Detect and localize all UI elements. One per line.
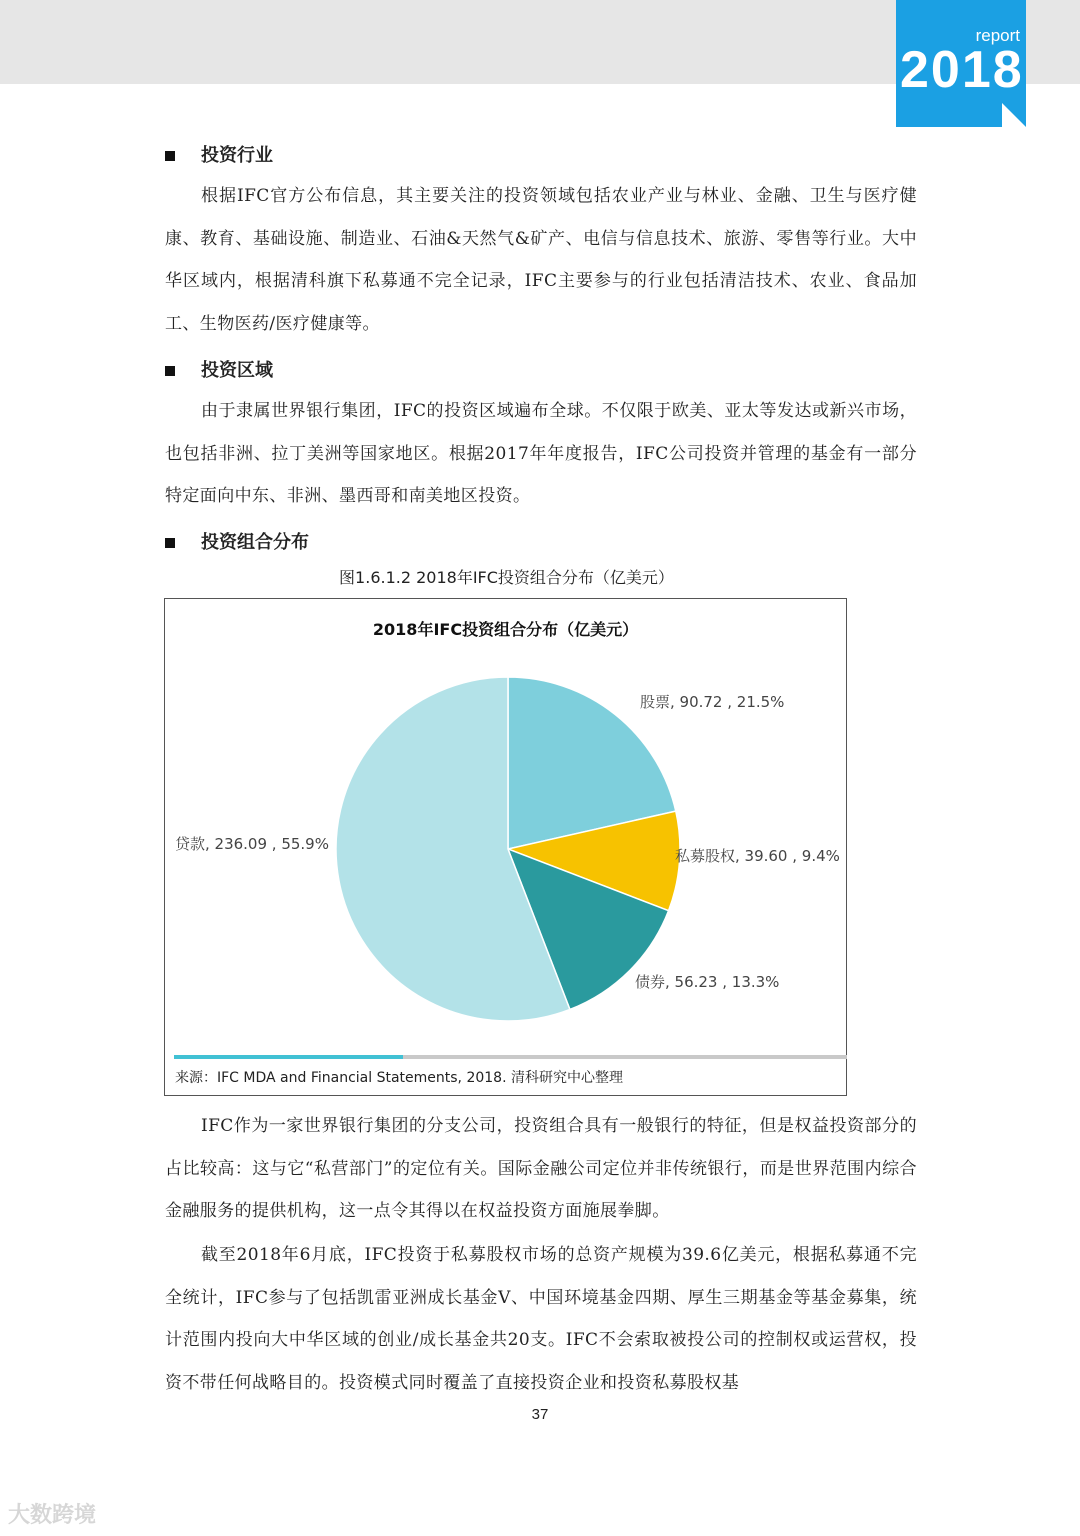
industry-paragraph: 根据IFC官方公布信息，其主要关注的投资领域包括农业产业与林业、金融、卫生与医疗健康、教育、基础设施、制造业、石油&天然气&矿产、电信与信息技术、旅游、零售等行业。大中华区域内，根据清科旗下私募通不完全记录，IFC主要参与的行业包括清洁技术、农业、食品加工、生物医药/医疗健康等。 <box>165 186 917 334</box>
body-paragraph-2: 截至2018年6月底，IFC投资于私募股权市场的总资产规模为39.6亿美元，根据私募通不完全统计，IFC参与了包括凯雷亚洲成长基金V、中国环境基金四期、厚生三期基金等基金募集，统计范围内投向大中华区域的创业/成长基金共20支。IFC不会索取被投公司的控制权或运营权，投资不带任何战略目的。投资模式同时覆盖了直接投资企业和投资私募股权基 <box>165 1245 917 1393</box>
pie-label-0: 股票, 90.72 , 21.5% <box>640 693 785 711</box>
section-heading-portfolio <box>165 528 309 554</box>
pie-chart <box>165 599 846 1049</box>
pie-label-1: 私募股权, 39.60 , 9.4% <box>675 847 840 865</box>
report-year: 2018 <box>900 41 1024 99</box>
body-paragraph-1: IFC作为一家世界银行集团的分支公司，投资组合具有一般银行的特征，但是权益投资部分的占比较高：这与它“私营部门”的定位有关。国际金融公司定位并非传统银行，而是世界范围内综合金融服务的提供机构，这一点令其得以在权益投资方面施展拳脚。 <box>165 1116 917 1221</box>
section-heading-industry <box>165 141 273 167</box>
pie-label-3: 贷款, 236.09 , 55.9% <box>175 835 329 853</box>
chart-frame <box>164 598 847 1096</box>
progress-bar <box>174 1055 847 1059</box>
section-heading-text: 投资行业 <box>201 145 273 166</box>
watermark-logo: 大数跨境 <box>8 1503 97 1528</box>
report-label: report <box>975 26 1020 45</box>
bullet-square-icon <box>165 366 175 376</box>
chart-source-note: 来源：IFC MDA and Financial Statements, 2018. 清科研究中心整理 <box>175 1070 623 1086</box>
section-heading-text: 投资区域 <box>201 360 273 381</box>
badge-corner-fold <box>1002 103 1026 127</box>
bullet-square-icon <box>165 151 175 161</box>
region-paragraph: 由于隶属世界银行集团，IFC的投资区域遍布全球。不仅限于欧美、亚太等发达或新兴市场，也包括非洲、拉丁美洲等国家地区。根据2017年年度报告，IFC公司投资并管理的基金有一部分特定面向中东、非洲、墨西哥和南美地区投资。 <box>165 401 917 506</box>
report-year-badge <box>896 0 1026 127</box>
chart-title: 2018年IFC投资组合分布（亿美元） <box>372 620 639 639</box>
figure-caption: 图1.6.1.2 2018年IFC投资组合分布（亿美元） <box>339 568 674 587</box>
page-number: 37 <box>531 1406 549 1423</box>
section-heading-text: 投资组合分布 <box>201 532 309 553</box>
progress-bar-fill <box>174 1055 403 1059</box>
bullet-square-icon <box>165 538 175 548</box>
section-heading-region <box>165 356 273 382</box>
pie-label-2: 债券, 56.23 , 13.3% <box>635 973 780 991</box>
